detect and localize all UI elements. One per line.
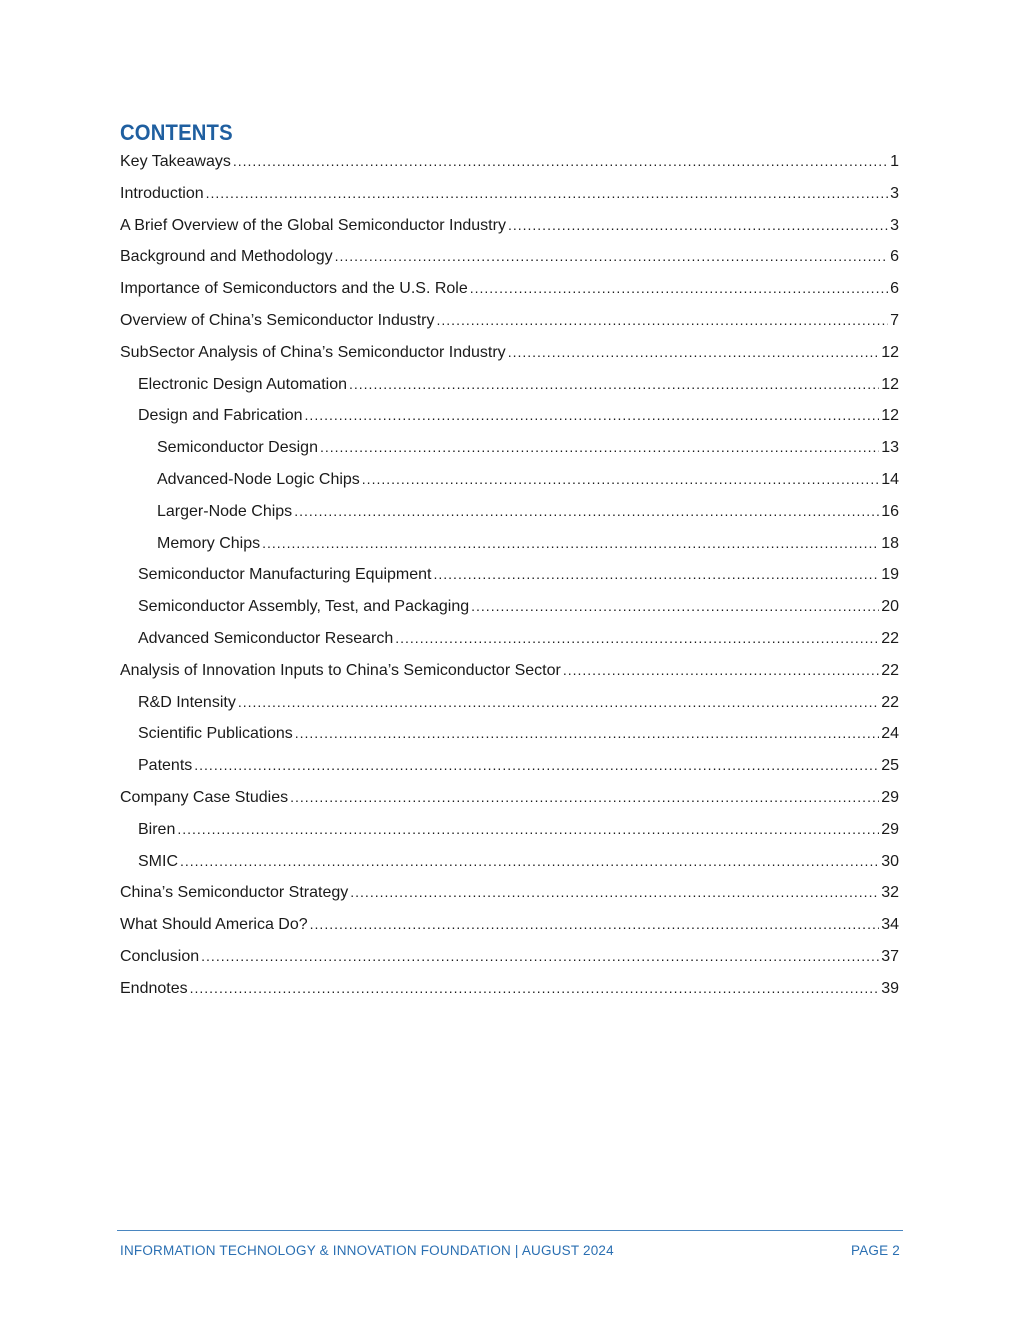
toc-entry-title[interactable]: Electronic Design Automation bbox=[138, 375, 347, 393]
toc-dot-leader bbox=[508, 341, 880, 363]
toc-entry-title[interactable]: Larger-Node Chips bbox=[157, 502, 293, 520]
toc-dot-leader bbox=[437, 309, 889, 331]
toc-entry-page-number[interactable]: 3 bbox=[890, 184, 899, 202]
toc-entry[interactable] bbox=[120, 786, 899, 818]
toc-entry[interactable] bbox=[120, 881, 899, 913]
toc-entry-title[interactable]: Analysis of Innovation Inputs to China’s Semiconductor Sector bbox=[120, 661, 561, 679]
toc-entry-title[interactable]: Biren bbox=[138, 820, 176, 838]
toc-entry-title[interactable]: R&D Intensity bbox=[138, 693, 236, 711]
toc-entry[interactable] bbox=[120, 754, 899, 786]
toc-entry[interactable] bbox=[120, 691, 899, 723]
toc-entry-page-number[interactable]: 34 bbox=[881, 916, 899, 934]
toc-entry[interactable] bbox=[120, 595, 899, 627]
toc-entry[interactable] bbox=[120, 818, 899, 850]
toc-entry-page-number[interactable]: 22 bbox=[881, 661, 899, 679]
toc-entry[interactable] bbox=[120, 182, 899, 214]
toc-entry-page-number[interactable]: 30 bbox=[881, 852, 899, 870]
toc-entry-title[interactable]: Endnotes bbox=[120, 979, 188, 997]
toc-entry-title[interactable]: Key Takeaways bbox=[120, 153, 231, 170]
toc-entry-page-number[interactable]: 22 bbox=[881, 629, 899, 647]
toc-dot-leader bbox=[290, 786, 879, 808]
toc-entry[interactable] bbox=[120, 341, 899, 373]
toc-entry[interactable] bbox=[120, 659, 899, 691]
toc-entry[interactable] bbox=[120, 850, 899, 882]
toc-dot-leader bbox=[471, 595, 879, 617]
toc-dot-leader bbox=[563, 659, 879, 681]
toc-entry-title[interactable]: China’s Semiconductor Strategy bbox=[120, 884, 349, 902]
toc-dot-leader bbox=[194, 754, 879, 776]
toc-entry-page-number[interactable]: 14 bbox=[881, 470, 899, 488]
toc-entry-title[interactable]: Introduction bbox=[120, 184, 204, 202]
toc-entry[interactable] bbox=[120, 945, 899, 977]
toc-entry[interactable] bbox=[120, 214, 899, 246]
toc-entry-page-number[interactable]: 12 bbox=[881, 343, 899, 361]
toc-entry[interactable] bbox=[120, 309, 899, 341]
toc-entry-title[interactable]: Semiconductor Manufacturing Equipment bbox=[138, 566, 432, 584]
toc-dot-leader bbox=[320, 436, 879, 458]
toc-entry-page-number[interactable]: 3 bbox=[890, 216, 899, 234]
toc-dot-leader bbox=[206, 182, 888, 204]
toc-dot-leader bbox=[233, 150, 888, 172]
footer-page-number: PAGE 2 bbox=[851, 1243, 900, 1258]
toc-entry[interactable] bbox=[120, 913, 899, 945]
footer-publisher-date: INFORMATION TECHNOLOGY & INNOVATION FOUNDATION | AUGUST 2024 bbox=[120, 1243, 614, 1258]
toc-dot-leader bbox=[310, 913, 880, 935]
toc-entry-title[interactable]: Patents bbox=[138, 757, 193, 775]
toc-entry-title[interactable]: Company Case Studies bbox=[120, 788, 289, 806]
toc-dot-leader bbox=[190, 977, 880, 999]
toc-dot-leader bbox=[470, 277, 888, 299]
toc-entry-page-number[interactable]: 12 bbox=[881, 375, 899, 393]
toc-dot-leader bbox=[335, 245, 889, 267]
toc-entry[interactable] bbox=[120, 404, 899, 436]
toc-entry-page-number[interactable]: 6 bbox=[890, 248, 899, 266]
toc-entry-page-number[interactable]: 18 bbox=[881, 534, 899, 552]
toc-entry[interactable] bbox=[120, 150, 899, 182]
toc-entry[interactable] bbox=[120, 722, 899, 754]
toc-entry-title[interactable]: Overview of China’s Semiconductor Industry bbox=[120, 311, 435, 329]
toc-dot-leader bbox=[305, 404, 880, 426]
toc-entry-title[interactable]: Design and Fabrication bbox=[138, 407, 303, 425]
toc-dot-leader bbox=[262, 532, 879, 554]
toc-dot-leader bbox=[434, 563, 880, 585]
toc-entry-title[interactable]: SMIC bbox=[138, 852, 178, 870]
toc-dot-leader bbox=[180, 850, 879, 872]
toc-dot-leader bbox=[508, 214, 888, 236]
toc-dot-leader bbox=[350, 881, 879, 903]
toc-entry-page-number[interactable]: 6 bbox=[890, 280, 899, 298]
toc-dot-leader bbox=[362, 468, 879, 490]
footer-divider bbox=[117, 1230, 903, 1231]
toc-entry[interactable] bbox=[120, 468, 899, 500]
table-of-contents bbox=[120, 150, 899, 1009]
toc-entry-page-number[interactable]: 7 bbox=[890, 311, 899, 329]
toc-entry[interactable] bbox=[120, 563, 899, 595]
toc-entry-title[interactable]: Conclusion bbox=[120, 947, 200, 965]
toc-entry-title[interactable]: Importance of Semiconductors and the U.S. Role bbox=[120, 280, 468, 298]
toc-dot-leader bbox=[295, 722, 879, 744]
toc-dot-leader bbox=[294, 500, 879, 522]
toc-entry-title[interactable]: A Brief Overview of the Global Semiconductor Industry bbox=[120, 216, 506, 234]
toc-entry[interactable] bbox=[120, 373, 899, 405]
toc-dot-leader bbox=[238, 691, 879, 713]
toc-entry-title[interactable]: Advanced Semiconductor Research bbox=[138, 629, 394, 647]
toc-entry-page-number[interactable]: 12 bbox=[881, 407, 899, 425]
toc-dot-leader bbox=[201, 945, 879, 967]
toc-dot-leader bbox=[349, 373, 879, 395]
toc-entry[interactable] bbox=[120, 627, 899, 659]
toc-entry[interactable] bbox=[120, 977, 899, 1009]
toc-entry-page-number[interactable]: 29 bbox=[881, 820, 899, 838]
toc-entry[interactable] bbox=[120, 532, 899, 564]
toc-entry-page-number[interactable]: 19 bbox=[881, 566, 899, 584]
toc-entry-title[interactable]: Semiconductor Design bbox=[157, 439, 318, 457]
toc-entry[interactable] bbox=[120, 277, 899, 309]
toc-entry-page-number[interactable]: 22 bbox=[881, 693, 899, 711]
toc-entry-title[interactable]: What Should America Do? bbox=[120, 916, 308, 934]
toc-entry[interactable] bbox=[120, 436, 899, 468]
toc-dot-leader bbox=[395, 627, 879, 649]
toc-entry-page-number[interactable]: 29 bbox=[881, 788, 899, 806]
toc-entry-page-number[interactable]: 16 bbox=[881, 502, 899, 520]
toc-entry[interactable] bbox=[120, 500, 899, 532]
toc-entry-page-number[interactable]: 37 bbox=[881, 947, 899, 965]
toc-entry-title[interactable]: Scientific Publications bbox=[138, 725, 293, 743]
toc-entry-page-number[interactable]: 25 bbox=[881, 757, 899, 775]
toc-entry-page-number[interactable]: 24 bbox=[881, 725, 899, 743]
toc-entry-page-number[interactable]: 1 bbox=[890, 153, 899, 170]
toc-entry[interactable] bbox=[120, 245, 899, 277]
toc-entry-title[interactable]: Semiconductor Assembly, Test, and Packaging bbox=[138, 598, 470, 616]
contents-heading: CONTENTS bbox=[120, 120, 233, 145]
toc-entry-page-number[interactable]: 13 bbox=[881, 439, 899, 457]
toc-entry-title[interactable]: Background and Methodology bbox=[120, 248, 333, 266]
toc-entry-title[interactable]: Advanced-Node Logic Chips bbox=[157, 470, 360, 488]
toc-entry-page-number[interactable]: 20 bbox=[881, 598, 899, 616]
toc-entry-page-number[interactable]: 32 bbox=[881, 884, 899, 902]
toc-entry-page-number[interactable]: 39 bbox=[881, 979, 899, 997]
toc-entry-title[interactable]: Memory Chips bbox=[157, 534, 261, 552]
toc-dot-leader bbox=[177, 818, 879, 840]
toc-entry-title[interactable]: SubSector Analysis of China’s Semiconductor Industry bbox=[120, 343, 506, 361]
